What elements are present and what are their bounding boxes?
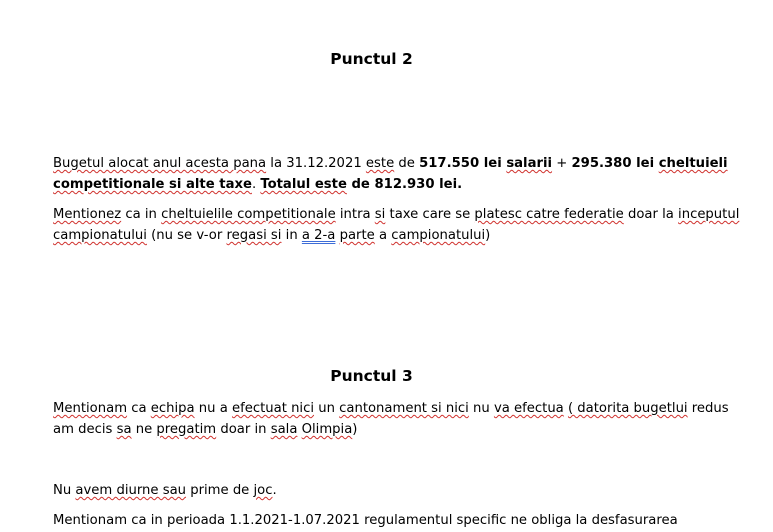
- text-line: [53, 480, 703, 501]
- text-run: avem diurne sau: [75, 483, 187, 498]
- text-run: va efectua: [493, 401, 564, 416]
- text-line: [53, 174, 703, 195]
- text-run: a: [374, 228, 392, 243]
- text-run: ( datorita bugetlui: [567, 401, 688, 416]
- text-run: +: [552, 156, 572, 171]
- text-run: campionatului: [391, 228, 486, 243]
- text-run: 295.380 lei: [571, 156, 659, 171]
- text-run: inceputul: [678, 207, 740, 222]
- text-run: ne: [131, 422, 157, 437]
- paragraph-allowances: [53, 480, 703, 501]
- text-run: sala: [270, 422, 298, 437]
- text-run: regasi si: [226, 228, 282, 243]
- text-run: Totalul este: [260, 177, 347, 192]
- text-run: intra: [335, 207, 375, 222]
- text-run: Mentionam: [53, 401, 128, 416]
- text-run: 517.550 lei: [419, 156, 507, 171]
- text-run: ): [485, 228, 491, 243]
- text-run: doar in: [216, 422, 271, 437]
- text-run: un: [314, 401, 340, 416]
- text-line: [53, 510, 703, 531]
- text-run: pregatim: [156, 422, 217, 437]
- text-run: cantonament si nici: [339, 401, 469, 416]
- paragraph-budget: [53, 153, 728, 195]
- text-run: a 2-a: [301, 228, 336, 243]
- text-run: nu a: [194, 401, 232, 416]
- text-run: .: [251, 177, 261, 192]
- text-run: prime de: [186, 483, 254, 498]
- text-run: (nu se v-or: [146, 228, 227, 243]
- text-run: sa: [116, 422, 132, 437]
- paragraph-competition-costs: [53, 204, 740, 246]
- text-run: campionatului: [53, 228, 147, 243]
- text-line: [53, 398, 729, 419]
- text-run: am decis: [53, 422, 117, 437]
- text-run: Mentionam ca in perioada 1.1.2021-1.07.2021 regulamentul specific ne obliga la desfasurarea: [53, 513, 678, 528]
- text-run: Bugetul alocat anul acesta pana: [53, 156, 267, 171]
- text-line: [53, 204, 740, 225]
- text-run: ca in: [121, 207, 162, 222]
- section-heading-punctul-3: Punctul 3: [330, 367, 413, 385]
- text-run: salarii: [506, 156, 553, 171]
- text-run: si: [374, 207, 386, 222]
- text-run: taxe care se: [385, 207, 475, 222]
- text-run: echipa: [150, 401, 195, 416]
- text-line: [53, 153, 728, 174]
- text-run: la 31.12.2021: [266, 156, 366, 171]
- text-run: Mentionez: [53, 207, 122, 222]
- text-line: [53, 419, 703, 440]
- paragraph-training-camp: [53, 398, 729, 440]
- text-run: .: [272, 483, 277, 498]
- text-run: cheltuieli: [658, 156, 728, 171]
- text-line: [53, 225, 703, 246]
- text-run: Nu: [53, 483, 76, 498]
- text-run: platesc catre federatie: [474, 207, 624, 222]
- text-run: efectuat nici: [231, 401, 315, 416]
- text-run: redus: [687, 401, 729, 416]
- text-run: ca: [127, 401, 151, 416]
- text-run: competitionale si alte taxe: [53, 177, 252, 192]
- text-run: ): [352, 422, 358, 437]
- text-run: nu: [468, 401, 494, 416]
- paragraph-regulation: [53, 510, 703, 531]
- text-run: in: [281, 228, 302, 243]
- text-run: doar la: [623, 207, 679, 222]
- text-run: de 812.930 lei.: [346, 177, 463, 192]
- text-run: de: [394, 156, 420, 171]
- text-run: parte: [339, 228, 375, 243]
- section-heading-punctul-2: Punctul 2: [330, 50, 413, 68]
- text-run: cheltuielile competitionale: [161, 207, 336, 222]
- text-run: este: [365, 156, 395, 171]
- text-run: joc: [253, 483, 273, 498]
- text-run: Olimpia: [301, 422, 353, 437]
